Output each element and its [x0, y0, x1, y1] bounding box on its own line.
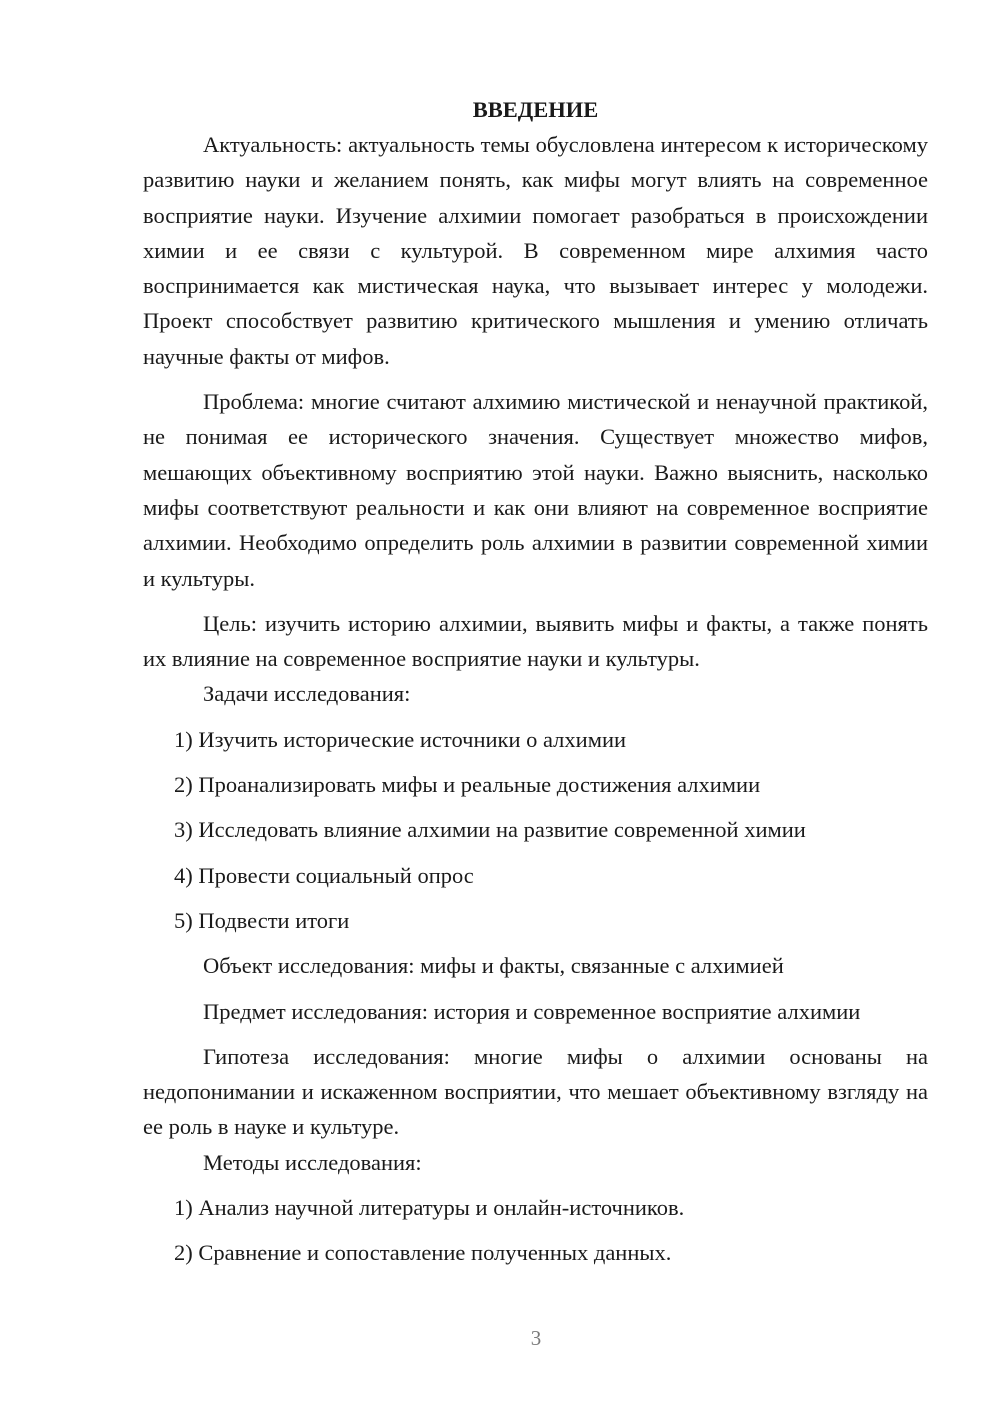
page-number: 3 [530, 1326, 542, 1350]
relevance-paragraph: Актуальность: актуальность темы обусловлена интересом к историческому развитию науки и желанием понять, как мифы могут влиять на современное восприятие науки. Изучение алхимии помогает разобраться в происхождении химии и ее связи с культурой. В современном мире алхимия часто воспринимается как мистическая наука, что вызывает интерес у молодежи. Проект способствует развитию критического мышления и умению отличать научные факты от мифов. [143, 132, 928, 369]
section-heading: ВВЕДЕНИЕ [472, 97, 599, 122]
task-item-4: 4) Провести социальный опрос [174, 862, 474, 888]
method-item-1: 1) Анализ научной литературы и онлайн-источников. [174, 1195, 685, 1221]
task-item-3: 3) Исследовать влияние алхимии на развитие современной химии [174, 817, 806, 843]
hypothesis-paragraph: Гипотеза исследования: многие мифы о алхимии основаны на недопонимании и искаженном восприятии, что мешает объективному взгляду на ее роль в науке и культуре. [143, 1043, 928, 1140]
subject-line: Предмет исследования: история и современное восприятие алхимии [203, 998, 861, 1024]
method-item-2: 2) Сравнение и сопоставление полученных данных. [174, 1240, 672, 1266]
problem-paragraph: Проблема: многие считают алхимию мистической и ненаучной практикой, не понимая ее исторического значения. Существует множество мифов, мешающих объективному восприятию этой науки. Важно выяснить, насколько мифы соответствуют реальности и как они влияют на современное восприятие алхимии. Необходимо определить роль алхимии в развитии современной химии и культуры. [143, 389, 928, 591]
goal-paragraph: Цель: изучить историю алхимии, выявить мифы и факты, а также понять их влияние на современное восприятие науки и культуры. [143, 610, 928, 672]
page-content [143, 92, 928, 1271]
task-item-1: 1) Изучить исторические источники о алхимии [174, 726, 627, 752]
task-item-2: 2) Проанализировать мифы и реальные достижения алхимии [174, 772, 761, 798]
task-item-5: 5) Подвести итоги [174, 907, 350, 933]
object-line: Объект исследования: мифы и факты, связанные с алхимией [203, 953, 784, 979]
methods-label: Методы исследования: [203, 1149, 422, 1175]
tasks-label: Задачи исследования: [203, 681, 411, 707]
